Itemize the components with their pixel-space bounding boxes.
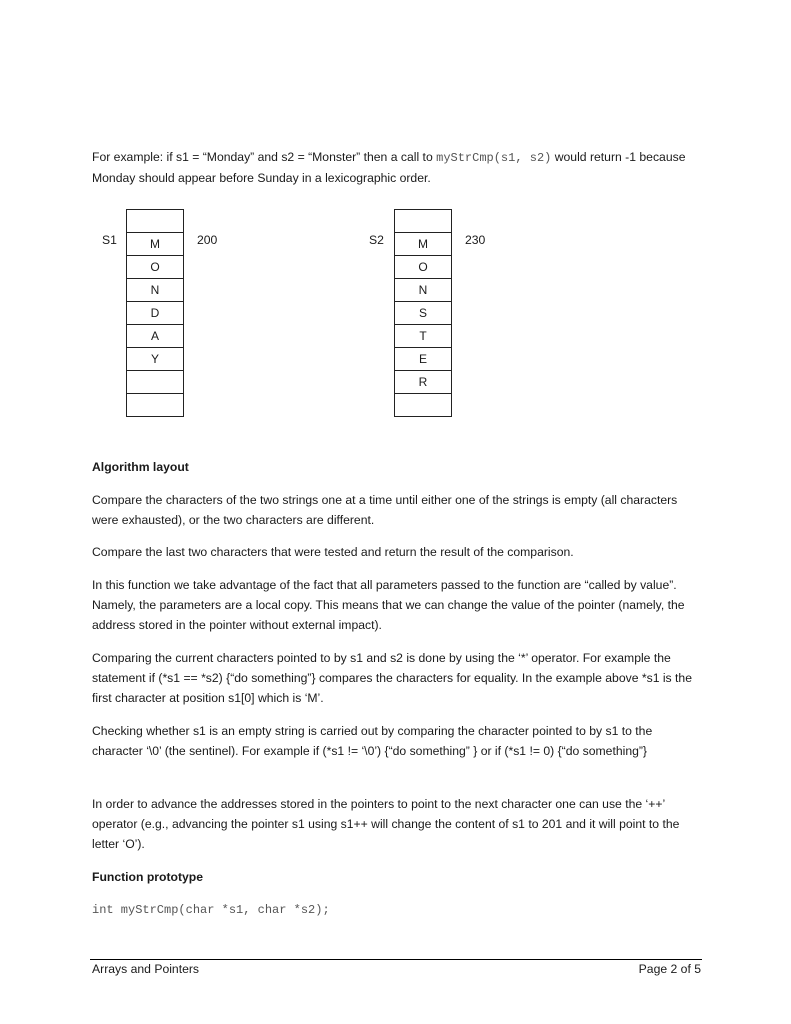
s2-memory-row	[395, 348, 452, 371]
s1-memory-row	[127, 348, 184, 371]
s1-memory-row	[127, 302, 184, 325]
s1-memory-row	[127, 325, 184, 348]
intro-code: myStrCmp(s1, s2)	[436, 151, 552, 165]
footer-divider	[90, 959, 702, 960]
s2-memory-cell: R	[395, 371, 452, 394]
intro-text-end: would return -1 because Monday should appear before Sunday in a lexicographic order.	[92, 150, 686, 185]
algorithm-paragraph-6: In order to advance the addresses stored in the pointers to point to the next character one can use the ‘++’ operator (e.g., advancing the pointer s1 using s1++ will change the content of s1 to 201 and it will point to the letter ‘O’).	[92, 797, 680, 851]
s1-address: 200	[197, 233, 218, 247]
footer-page-number: Page 2 of 5	[638, 962, 701, 976]
algorithm-heading: Algorithm layout	[92, 460, 189, 474]
s1-memory-row	[127, 371, 184, 394]
s1-memory-cell: N	[127, 279, 184, 302]
s1-memory-cell: M	[127, 233, 184, 256]
s2-memory-cell: S	[395, 302, 452, 325]
algorithm-paragraph-4: Comparing the current characters pointed to by s1 and s2 is done by using the ‘*’ operator. For example the statement if (*s1 == *s2) {“do something”} compares the characters for equality. In the example above *s1 is the first character at position s1[0] which is ‘M’.	[92, 651, 692, 705]
s2-memory-cell: E	[395, 348, 452, 371]
prototype-heading: Function prototype	[92, 870, 204, 884]
s1-memory-cell	[127, 394, 184, 417]
s2-memory-table	[394, 209, 452, 417]
algorithm-paragraph-5: Checking whether s1 is an empty string is carried out by comparing the character pointed to by s1 to the character ‘\0’ (the sentinel). For example if (*s1 != ‘\0’) {“do something” } or if (*s1 != 0) {“do something”}	[92, 724, 653, 758]
s2-memory-row	[395, 256, 452, 279]
s2-memory-cell: N	[395, 279, 452, 302]
s2-memory-cell	[395, 394, 452, 417]
s1-memory-row	[127, 210, 184, 233]
algorithm-paragraph-2: Compare the last two characters that were tested and return the result of the comparison.	[92, 545, 574, 559]
s2-memory-row	[395, 279, 452, 302]
s2-memory-row	[395, 210, 452, 233]
s1-memory-table	[126, 209, 184, 417]
algorithm-paragraph-3: In this function we take advantage of the fact that all parameters passed to the function are “called by value”. Namely, the parameters are a local copy. This means that we can change the value of the pointer (namely, the address stored in the pointer without external impact).	[92, 578, 685, 632]
s2-memory-row	[395, 325, 452, 348]
s2-label: S2	[369, 233, 384, 247]
s2-memory-row	[395, 302, 452, 325]
prototype-code: int myStrCmp(char *s1, char *s2);	[92, 903, 330, 917]
s1-memory-row	[127, 394, 184, 417]
s1-memory-cell	[127, 371, 184, 394]
s2-memory-cell: O	[395, 256, 452, 279]
s1-memory-row	[127, 233, 184, 256]
prototype-code-line	[92, 899, 704, 920]
s1-memory-cell: Y	[127, 348, 184, 371]
s1-memory-cell: A	[127, 325, 184, 348]
algorithm-paragraph-1: Compare the characters of the two strings one at a time until either one of the strings is empty (all characters were exhausted), or the two characters are different.	[92, 493, 678, 527]
s2-memory-row	[395, 233, 452, 256]
s2-address: 230	[465, 233, 486, 247]
s2-memory-row	[395, 371, 452, 394]
s1-memory-cell	[127, 210, 184, 233]
s1-memory-cell: D	[127, 302, 184, 325]
s2-memory-cell: T	[395, 325, 452, 348]
s1-memory-row	[127, 256, 184, 279]
intro-text-start: For example: if s1 = “Monday” and s2 = “Monster” then a call to	[92, 150, 437, 164]
s1-memory-cell: O	[127, 256, 184, 279]
s1-memory-row	[127, 279, 184, 302]
s2-memory-row	[395, 394, 452, 417]
s2-memory-cell	[395, 210, 452, 233]
footer-title: Arrays and Pointers	[92, 962, 200, 976]
s1-label: S1	[102, 233, 117, 247]
s2-memory-cell: M	[395, 233, 452, 256]
intro-paragraph	[92, 147, 704, 188]
